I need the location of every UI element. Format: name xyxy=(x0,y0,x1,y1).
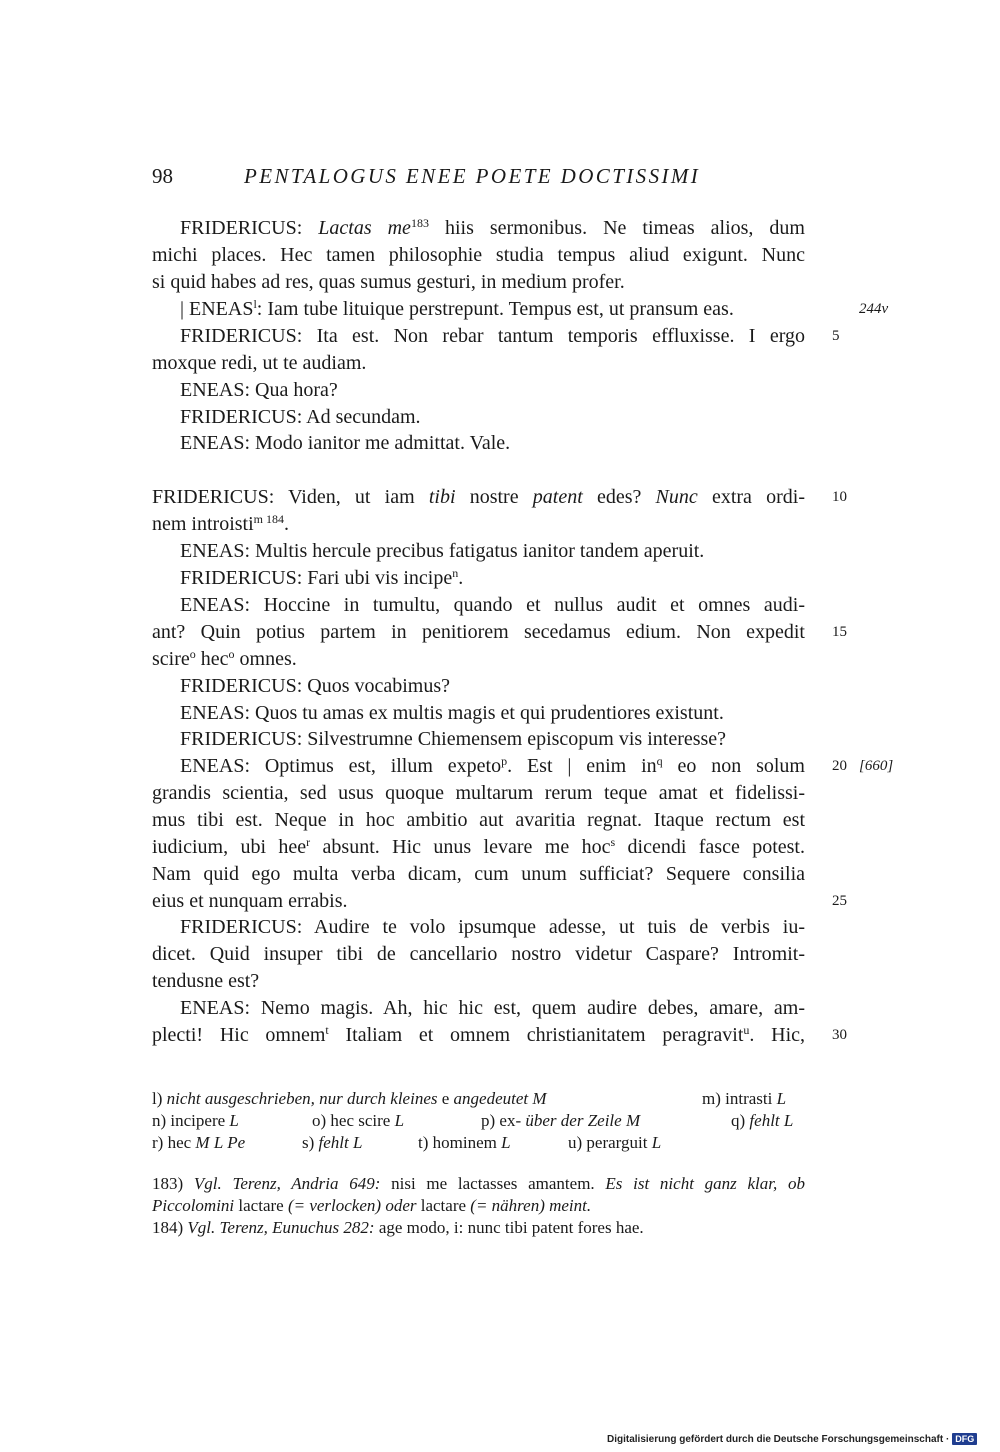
apparatus-note-m: m) intrasti L xyxy=(702,1089,787,1108)
apparatus-note-s: s) fehlt L xyxy=(302,1133,363,1152)
apparatus-note-o: o) hec scire L xyxy=(312,1111,405,1130)
apparatus-note-p: p) ex- über der Zeile M xyxy=(481,1111,641,1130)
line-number: 20 xyxy=(832,758,847,774)
line-number: 15 xyxy=(832,624,847,640)
text-line: Nam quid ego multa verba dicam, cum unum sufficiat? Sequere consilia xyxy=(152,863,805,885)
text-line: scire$^o$ hec$^o$ omnes. xyxy=(152,647,297,670)
text-line: eius et nunquam errabis. xyxy=(152,890,348,912)
running-title: PENTALOGUS ENEE POETE DOCTISSIMI xyxy=(244,164,701,188)
text-line: FRIDERICUS: Ad secundam. xyxy=(180,406,421,428)
text-line: FRIDERICUS: Ita est. Non rebar tantum temporis effluxisse. I ergo xyxy=(180,325,805,347)
text-line: FRIDERICUS: Silvestrumne Chiemensem episcopum vis interesse? xyxy=(180,728,727,750)
line-number: 10 xyxy=(832,489,847,505)
line-number: 25 xyxy=(832,893,847,909)
apparatus-note-n: n) incipere L xyxy=(152,1111,239,1130)
text-line: michi places. Hec tamen philosophie studia tempus aliud exigunt. Nunc xyxy=(152,244,805,266)
text-line: ENEAS: Quos tu amas ex multis magis et qui prudentiores existunt. xyxy=(180,702,724,724)
text-line: ENEAS: Hoccine in tumultu, quando et nullus audit et omnes audi- xyxy=(180,594,805,616)
dfg-credit: Digitalisierung gefördert durch die Deutsche Forschungsgemeinschaft · DFG xyxy=(607,1433,977,1445)
footnote-183-cont: Piccolomini lactare (= verlocken) oder lactare (= nähren) meint. xyxy=(152,1196,592,1215)
text-line: | ENEAS$^l$: Iam tube lituique perstrepunt. Tempus est, ut pransum eas. xyxy=(180,297,734,320)
text-line: FRIDERICUS: Fari ubi vis incipe$^n$. xyxy=(180,566,464,589)
text-line: FRIDERICUS: Lactas $me^{183}$ hiis sermonibus. Ne timeas alios, dum xyxy=(180,216,805,239)
text-line: FRIDERICUS: Audire te volo ipsumque adesse, ut tuis de verbis iu- xyxy=(180,916,805,938)
folio-note: 244v xyxy=(859,301,889,317)
text-line: grandis scientia, sed usus quoque multarum rerum teque amat et fidelissi- xyxy=(152,782,805,804)
text-line: ENEAS: Multis hercule precibus fatigatus ianitor tandem aperuit. xyxy=(180,540,705,562)
apparatus-note-q: q) fehlt L xyxy=(731,1111,794,1130)
line-number: 30 xyxy=(832,1027,847,1043)
text-line: moxque redi, ut te audiam. xyxy=(152,352,367,374)
text-line: FRIDERICUS: Viden, ut iam tibi nostre patent edes? Nunc extra ordi- xyxy=(152,486,805,508)
text-line: ant? Quin potius partem in penitiorem secedamus edium. Non expedit xyxy=(152,621,805,643)
text-line: iudicium, ubi hee$^r$ absunt. Hic unus levare me hoc$^s$ dicendi fasce potest. xyxy=(152,835,805,858)
text-line: dicet. Quid insuper tibi de cancellario nostro videtur Caspare? Intromit- xyxy=(152,943,805,965)
text-line: mus tibi est. Neque in hoc ambitio aut avaritia regnat. Itaque rectum est xyxy=(152,809,805,831)
text-line: ENEAS: Optimus est, illum expeto$^p$. Est | enim $in^q$ eo non solum xyxy=(180,754,805,777)
text-line: tendusne est? xyxy=(152,970,260,992)
text-line: FRIDERICUS: Quos vocabimus? xyxy=(180,675,450,697)
footnote-183: 183) Vgl. Terenz, Andria 649: nisi me lactasses amantem. Es ist nicht ganz klar, ob xyxy=(152,1174,805,1193)
line-number: 5 xyxy=(832,328,840,344)
text-line: ENEAS: Modo ianitor me admittat. Vale. xyxy=(180,432,511,454)
text-line: plecti! Hic omnem$^t$ Italiam et omnem christianitatem peragravit$^u$. Hic, xyxy=(152,1023,805,1046)
text-line: ENEAS: Nemo magis. Ah, hic hic est, quem audire debes, amare, am- xyxy=(180,997,805,1019)
footnote-184: 184) Vgl. Terenz, Eunuchus 282: age modo, i: nunc tibi patent fores hae. xyxy=(152,1218,644,1237)
page-number: 98 xyxy=(152,164,173,188)
text-line: nem introisti$^{m 184}$. xyxy=(152,512,290,535)
apparatus-note-t: t) hominem L xyxy=(418,1133,511,1152)
apparatus-note-r: r) hec M L Pe xyxy=(152,1133,246,1152)
text-line: ENEAS: Qua hora? xyxy=(180,379,338,401)
dfg-logo: DFG xyxy=(952,1433,977,1445)
text-line: si quid habes ad res, quas sumus gesturi, in medium profer. xyxy=(152,271,625,293)
apparatus-note-u: u) perarguit L xyxy=(568,1133,662,1152)
page-reference-note: [660] xyxy=(859,758,894,774)
apparatus-note-l: l) nicht ausgeschrieben, nur durch kleines e angedeutet M xyxy=(152,1089,547,1108)
